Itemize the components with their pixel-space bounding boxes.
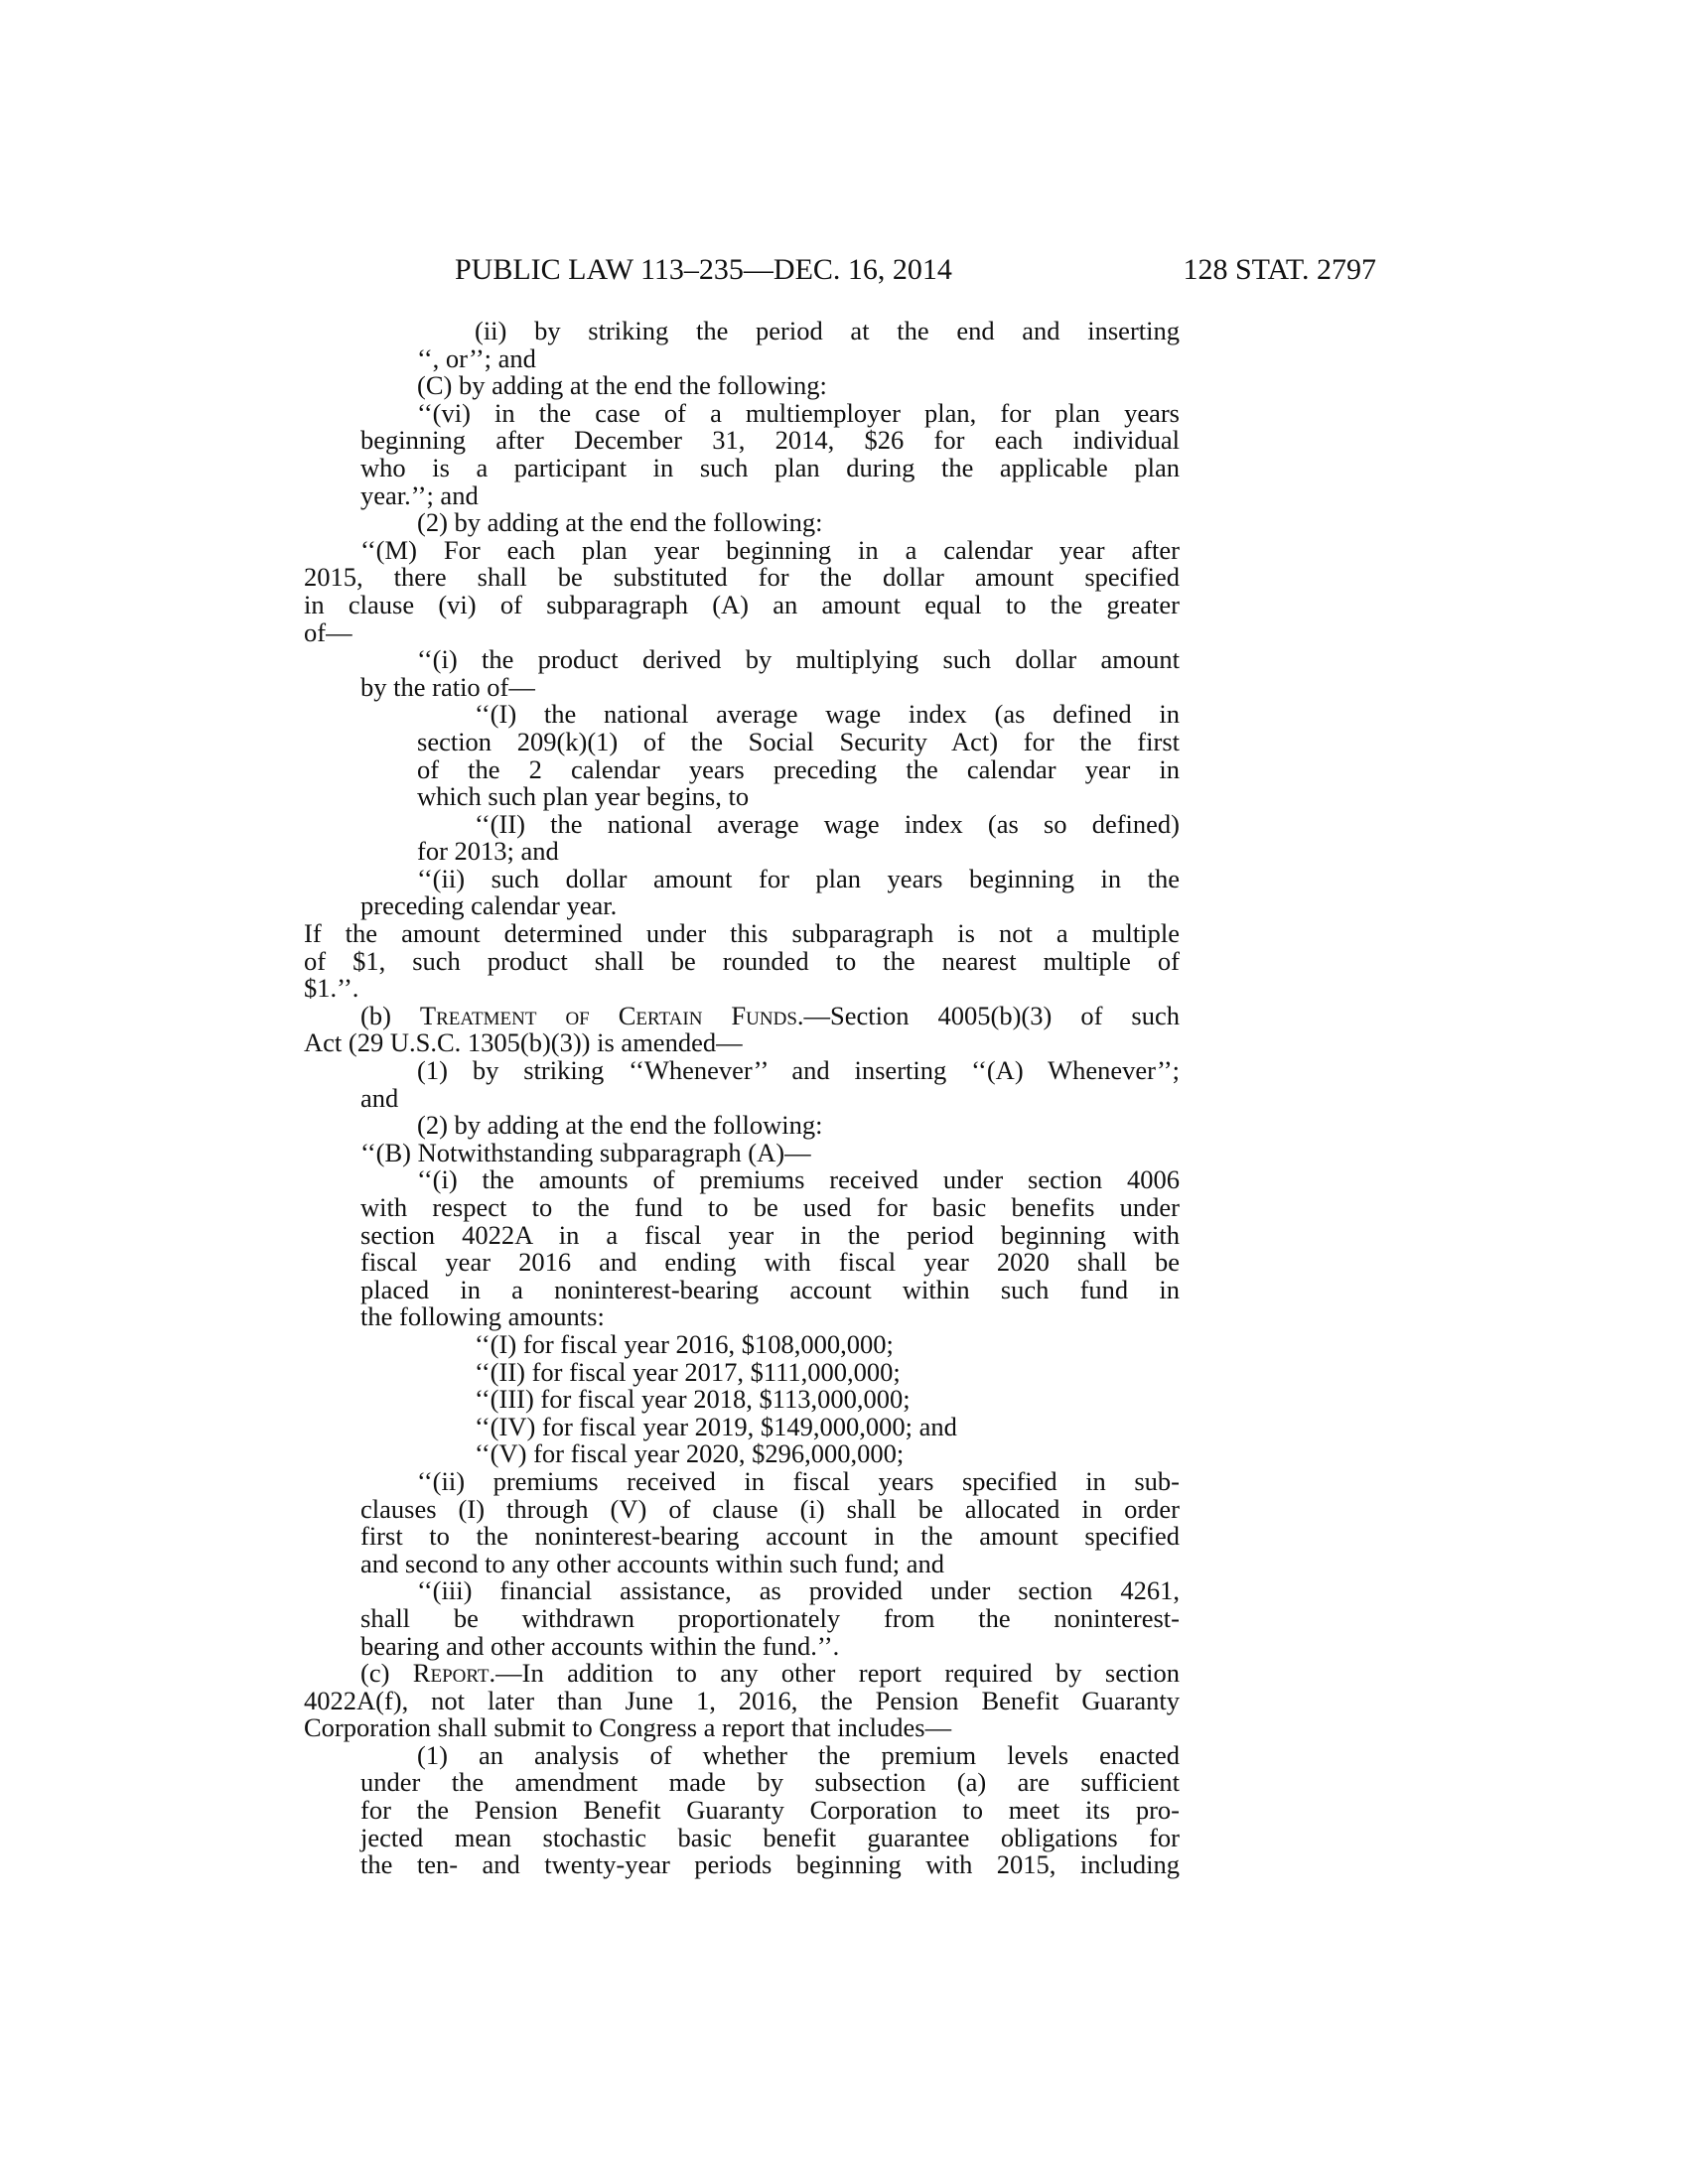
text-line: fiscal year 2016 and ending with fiscal year 2020 shall be [360, 1247, 1180, 1278]
text-line: ‘‘(ii) premiums received in fiscal years specified in sub- [417, 1465, 1180, 1496]
subsection-heading: Report. [412, 1658, 496, 1689]
text-line: which such plan year begins, to [417, 781, 750, 812]
text-line: of the 2 calendar years preceding the calendar year in [417, 753, 1180, 784]
text-line: year.’’; and [360, 479, 479, 510]
running-head-title: PUBLIC LAW 113–235—DEC. 16, 2014 [455, 253, 952, 286]
text-line: jected mean stochastic basic benefit guarantee obligations for [360, 1822, 1180, 1852]
text-line: ‘‘(B) Notwithstanding subparagraph (A)— [360, 1137, 811, 1167]
text-line: (c) Report.—In addition to any other report required by section [360, 1658, 1180, 1689]
text-line: first to the noninterest-bearing account in the amount specified [360, 1521, 1180, 1552]
text-line: section 4022A in a fiscal year in the period beginning with [360, 1219, 1180, 1250]
text-line: bearing and other accounts within the fund.’’. [360, 1630, 840, 1661]
subsection-heading: Treatment of Certain Funds. [419, 1000, 804, 1030]
text-line: who is a participant in such plan during the applicable plan [360, 452, 1180, 482]
text-line: shall be withdrawn proportionately from the noninterest- [360, 1602, 1180, 1633]
text-line: of— [304, 616, 352, 647]
text-line: If the amount determined under this subparagraph is not a multiple [304, 918, 1180, 949]
text-line: 2015, there shall be substituted for the dollar amount specified [304, 562, 1180, 593]
text-line: ‘‘(V) for fiscal year 2020, $296,000,000; [475, 1438, 905, 1469]
text-line: and second to any other accounts within such fund; and [360, 1548, 945, 1578]
text-line: preceding calendar year. [360, 890, 618, 921]
text-line: (C) by adding at the end the following: [417, 370, 827, 401]
text-line: $1.’’. [304, 973, 359, 1004]
text-line: by the ratio of— [360, 671, 535, 702]
text-line: under the amendment made by subsection (a) are sufficient [360, 1767, 1180, 1798]
text-line: ‘‘(IV) for fiscal year 2019, $149,000,000; and [475, 1411, 957, 1441]
text-line: clauses (I) through (V) of clause (i) shall be allocated in order [360, 1493, 1180, 1524]
text-line: ‘‘(III) for fiscal year 2018, $113,000,000; [475, 1384, 911, 1415]
text-line: ‘‘(II) the national average wage index (as so defined) [475, 808, 1180, 839]
text-line: ‘‘(I) for fiscal year 2016, $108,000,000; [475, 1328, 894, 1359]
text-line: for 2013; and [417, 836, 559, 867]
text-line: for the Pension Benefit Guaranty Corporation to meet its pro- [360, 1795, 1180, 1826]
text-line: ‘‘(M) For each plan year beginning in a calendar year after [360, 534, 1180, 565]
text-line: (b) Treatment of Certain Funds.—Section 4005(b)(3) of such [360, 1000, 1181, 1030]
page-header [455, 250, 1376, 290]
text-line: with respect to the fund to be used for basic benefits under [360, 1192, 1180, 1222]
text-line: ‘‘(ii) such dollar amount for plan years beginning in the [417, 863, 1180, 893]
text-line: the ten- and twenty-year periods beginning with 2015, including [360, 1849, 1180, 1880]
text-line: the following amounts: [360, 1301, 605, 1332]
text-line: and [360, 1082, 399, 1113]
text-line: 4022A(f), not later than June 1, 2016, the Pension Benefit Guaranty [304, 1685, 1180, 1715]
text-line: (2) by adding at the end the following: [417, 507, 823, 538]
text-line: (1) by striking ‘‘Whenever’’ and inserting ‘‘(A) Whenever’’; [417, 1055, 1180, 1086]
text-line: ‘‘(i) the product derived by multiplying such dollar amount [417, 644, 1180, 675]
text-line: (2) by adding at the end the following: [417, 1110, 823, 1141]
text-line: ‘‘(iii) financial assistance, as provided under section 4261, [417, 1575, 1180, 1606]
text-line: in clause (vi) of subparagraph (A) an amount equal to the greater [304, 589, 1180, 619]
text-line: ‘‘(I) the national average wage index (as defined in [475, 699, 1180, 730]
text-line: (ii) by striking the period at the end and inserting [475, 316, 1180, 345]
text-line: ‘‘(i) the amounts of premiums received under section 4006 [417, 1164, 1180, 1195]
text-line: ‘‘, or’’; and [417, 342, 536, 373]
text-line: Corporation shall submit to Congress a report that includes— [304, 1712, 952, 1743]
text-line: placed in a noninterest-bearing account within such fund in [360, 1274, 1180, 1304]
text-line: section 209(k)(1) of the Social Security Act) for the first [417, 726, 1180, 756]
text-line: of $1, such product shall be rounded to the nearest multiple of [304, 945, 1180, 976]
text-line: ‘‘(II) for fiscal year 2017, $111,000,000; [475, 1356, 901, 1387]
text-line: (1) an analysis of whether the premium levels enacted [417, 1739, 1180, 1770]
text-line: ‘‘(vi) in the case of a multiemployer plan, for plan years [417, 397, 1180, 428]
statute-page-number: 128 STAT. 2797 [1183, 253, 1376, 286]
text-line: beginning after December 31, 2014, $26 for each individual [360, 425, 1180, 456]
text-line: Act (29 U.S.C. 1305(b)(3)) is amended— [304, 1027, 743, 1058]
statute-body-text [304, 318, 1180, 1879]
